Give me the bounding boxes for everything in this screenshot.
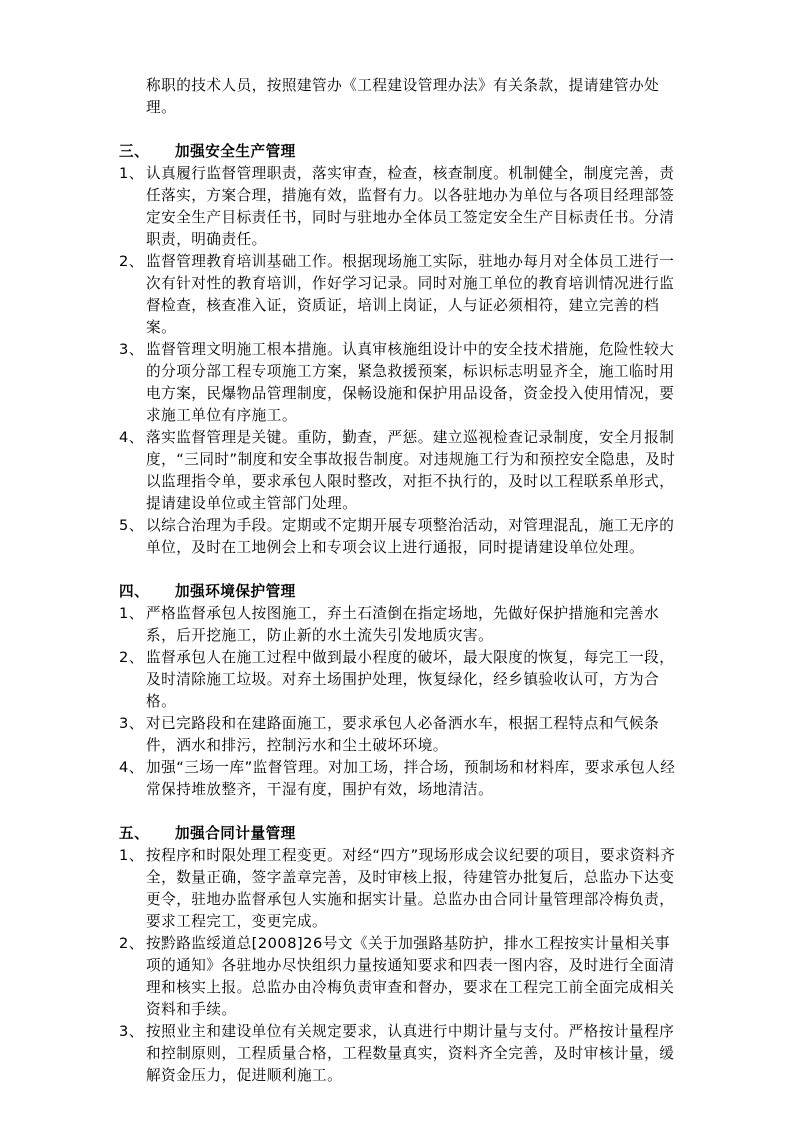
item-number: 4、: [119, 759, 144, 776]
section-title: 加强环境保护管理: [175, 583, 296, 600]
item-number: 1、: [119, 165, 144, 182]
document-body: [119, 75, 679, 1087]
item-text: 认真履行监督管理职责，落实审查，检查，核查制度。机制健全，制度完善，责任落实，方案合理，措施有效，监督有力。以各驻地办为单位与各项目经理部签定安全生产目标责任书，同时与驻地办全体员工签定安全生产目标责任书。分清职责，明确责任。: [146, 165, 675, 248]
section-safety: [119, 141, 679, 559]
list-item: [119, 845, 679, 933]
section-environment: [119, 581, 679, 801]
item-number: 2、: [119, 935, 144, 952]
item-text: 监督管理文明施工根本措施。认真审核施组设计中的安全技术措施，危险性较大的分项分部工程专项施工方案，紧急救援预案，标识标志明显齐全，施工临时用电方案，民爆物品管理制度，保畅设施和保护用品设备，资金投入使用情况，要求施工单位有序施工。: [146, 341, 675, 424]
list-item: [119, 603, 679, 647]
list-item: [119, 251, 679, 339]
item-number: 3、: [119, 1023, 144, 1040]
section-heading: [119, 823, 679, 845]
section-number: 三、: [119, 143, 150, 160]
list-item: [119, 515, 679, 559]
section-heading: [119, 581, 679, 603]
list-item: [119, 647, 679, 713]
list-item: [119, 339, 679, 427]
item-number: 4、: [119, 429, 144, 446]
item-text: 按照业主和建设单位有关规定要求，认真进行中期计量与支付。严格按计量程序和控制原则，工程质量合格，工程数量真实，资料齐全完善，及时审核计量，缓解资金压力，促进顺利施工。: [146, 1023, 675, 1084]
intro-paragraph: 称职的技术人员，按照建管办《工程建设管理办法》有关条款，提请建管办处理。: [146, 77, 660, 116]
item-number: 5、: [119, 517, 144, 534]
list-item: [119, 1021, 679, 1087]
section-number: 四、: [119, 583, 150, 600]
item-text: 加强“三场一库”监督管理。对加工场，拌合场，预制场和材料库，要求承包人经常保持堆放整齐，干湿有度，围护有效，场地清洁。: [146, 759, 676, 798]
item-number: 1、: [119, 847, 144, 864]
item-text: 监督承包人在施工过程中做到最小程度的破坏，最大限度的恢复，每完工一段，及时清除施工垃圾。对弃土场围护处理，恢复绿化，经乡镇验收认可，方为合格。: [146, 649, 675, 710]
item-text: 按程序和时限处理工程变更。对经“四方”现场形成会议纪要的项目，要求资料齐全，数量正确，签字盖章完善，及时审核上报，待建管办批复后，总监办下达变更令，驻地办监督承包人实施和据实计量。总监办由合同计量管理部冷梅负责，要求工程完工，变更完成。: [146, 847, 676, 930]
spacer: [119, 559, 679, 581]
spacer: [119, 801, 679, 823]
list-item: [119, 713, 679, 757]
item-text: 监督管理教育培训基础工作。根据现场施工实际，驻地办每月对全体员工进行一次有针对性的教育培训，作好学习记录。同时对施工单位的教育培训情况进行监督检查，核查准入证，资质证，培训上岗证，人与证必须相符，建立完善的档案。: [146, 253, 675, 336]
item-text: 对已完路段和在建路面施工，要求承包人必备洒水车，根据工程特点和气候条件，洒水和排污，控制污水和尘土破坏环境。: [146, 715, 660, 754]
item-number: 1、: [119, 605, 144, 622]
item-number: 3、: [119, 341, 144, 358]
item-text: 落实监督管理是关键。重防，勤查，严惩。建立巡视检查记录制度，安全月报制度，“三同时”制度和安全事故报告制度。对违规施工行为和预控安全隐患，及时以监理指令单，要求承包人限时整改，对拒不执行的，及时以工程联系单形式，提请建设单位或主管部门处理。: [146, 429, 676, 512]
section-title: 加强合同计量管理: [175, 825, 296, 842]
list-item: [119, 933, 679, 1021]
item-text: 以综合治理为手段。定期或不定期开展专项整治活动，对管理混乱，施工无序的单位，及时在工地例会上和专项会议上进行通报，同时提请建设单位处理。: [146, 517, 675, 556]
item-number: 3、: [119, 715, 144, 732]
list-item: [119, 163, 679, 251]
item-text: 按黔路监绥道总[2008]26号文《关于加强路基防护，排水工程按实计量相关事项的通知》各驻地办尽快组织力量按通知要求和四表一图内容，及时进行全面清理和核实上报。总监办由冷梅负责审查和督办，要求在工程完工前全面完成相关资料和手续。: [146, 935, 675, 1018]
section-contract: [119, 823, 679, 1087]
spacer: [119, 119, 679, 141]
section-heading: [119, 141, 679, 163]
item-number: 2、: [119, 253, 144, 270]
item-text: 严格监督承包人按图施工，弃土石渣倒在指定场地，先做好保护措施和完善水系，后开挖施工，防止新的水土流失引发地质灾害。: [146, 605, 660, 644]
section-number: 五、: [119, 825, 150, 842]
section-title: 加强安全生产管理: [175, 143, 296, 160]
item-number: 2、: [119, 649, 144, 666]
list-item: [119, 427, 679, 515]
list-item: [119, 757, 679, 801]
